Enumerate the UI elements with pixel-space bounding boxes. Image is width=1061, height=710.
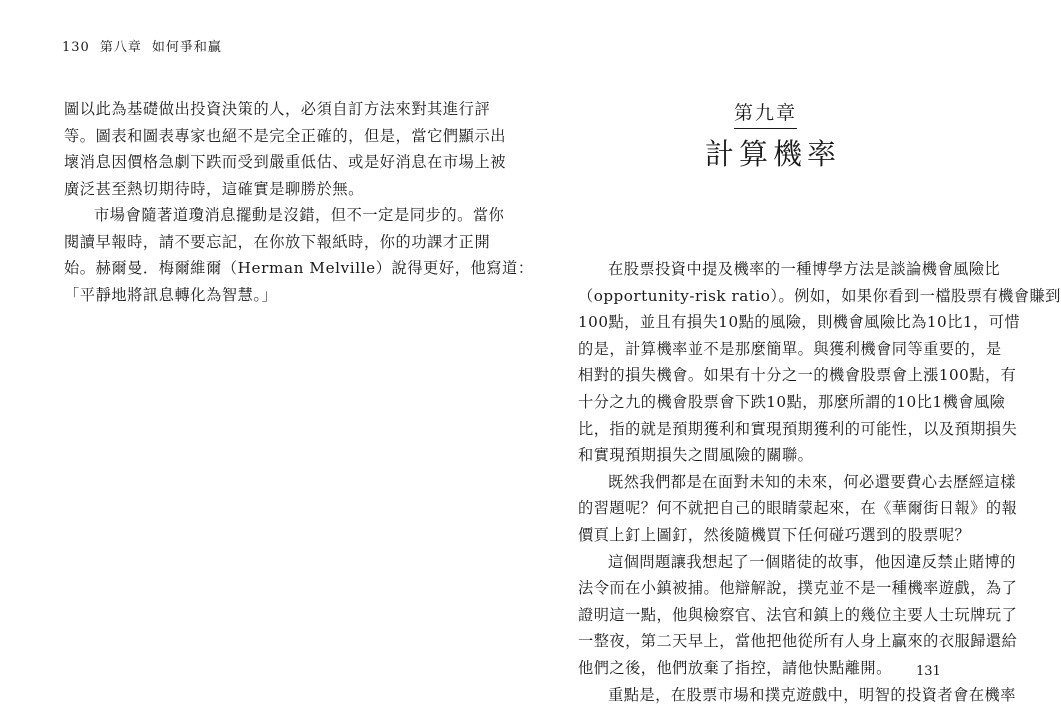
right-body-text xyxy=(578,256,1061,708)
text-line: 壞消息因價格急劇下跌而受到嚴重低估、或是好消息在市場上被 xyxy=(64,153,507,171)
text-line: 圖以此為基礎做出投資決策的人，必須自訂方法來對其進行評 xyxy=(64,100,491,118)
running-head xyxy=(62,36,232,55)
text-line: 始。赫爾曼．梅爾維爾（Herman Melville）說得更好，他寫道： xyxy=(64,259,534,277)
body-paragraph xyxy=(578,549,1018,682)
text-line: 既然我們都是在面對未知的未來，何必還要費心去歷經這樣 xyxy=(608,472,1016,491)
text-line: 閱讀早報時，請不要忘記，在你放下報紙時，你的功課才正開 xyxy=(64,232,491,251)
chapter-title: 計算機率 xyxy=(705,137,842,171)
chapter-number: 第九章 xyxy=(734,98,797,129)
page-number-left: 130 xyxy=(62,40,90,55)
text-line: 他們之後，他們放棄了指控，請他快點離開。 xyxy=(578,658,892,677)
running-head-chapter: 第八章 xyxy=(99,40,142,55)
text-line: 在股票投資中提及機率的一種博學方法是談論機會風險比 xyxy=(608,260,1001,278)
text-line: 和實現預期損失之間風險的關聯。 xyxy=(578,446,814,465)
running-head-title: 如何爭和贏 xyxy=(151,40,222,55)
text-line: 市場會隨著道瓊消息擺動是沒錯，但不一定是同步的。當你 xyxy=(94,206,505,224)
text-line: 一整夜，第二天早上，當他把他從所有人身上贏來的衣服歸還給 xyxy=(578,632,1018,651)
text-line: 證明這一點，他與檢察官、法官和鎮上的幾位主要人士玩牌玩了 xyxy=(578,605,1018,624)
left-body-text xyxy=(64,96,534,308)
body-paragraph xyxy=(64,202,534,308)
body-paragraph xyxy=(64,96,507,202)
text-line: 十分之九的機會股票會下跌10點，那麼所謂的10比1機會風險 xyxy=(578,392,1006,411)
text-line: 價頁上釘上圖釘，然後隨機買下任何碰巧選到的股票呢？ xyxy=(578,525,971,544)
body-paragraph xyxy=(578,469,1018,549)
text-line: 重點是，在股票市場和撲克遊戲中，明智的投資者會在機率 xyxy=(608,685,1016,704)
body-paragraph xyxy=(578,256,1061,469)
text-line: 這個問題讓我想起了一個賭徒的故事，他因違反禁止賭博的 xyxy=(608,552,1016,571)
text-line: 的是，計算機率並不是那麼簡單。與獲利機會同等重要的，是 xyxy=(578,339,1002,358)
text-line: 比，指的就是預期獲利和實現預期獲利的可能性，以及預期損失 xyxy=(578,419,1018,438)
body-paragraph xyxy=(578,682,1016,709)
text-line: 的習題呢？何不就把自己的眼睛蒙起來，在《華爾街日報》的報 xyxy=(578,499,1018,518)
text-line: 相對的損失機會。如果有十分之一的機會股票會上漲100點，有 xyxy=(578,366,1017,385)
text-line: （opportunity-risk ratio）。例如，如果你看到一檔股票有機會賺到 xyxy=(578,286,1061,305)
text-line: 等。圖表和圖表專家也絕不是完全正確的，但是，當它們顯示出 xyxy=(64,126,507,145)
text-line: 100點，並且有損失10點的風險，則機會風險比為10比1，可惜 xyxy=(578,313,1021,332)
text-line: 「平靜地將訊息轉化為智慧。」 xyxy=(64,285,278,304)
text-line: 法令而在小鎮被捕。他辯解說，撲克並不是一種機率遊戲，為了 xyxy=(578,579,1018,598)
page-number-right: 131 xyxy=(916,664,941,679)
text-line: 廣泛甚至熱切期待時，這確實是聊勝於無。 xyxy=(64,179,364,198)
